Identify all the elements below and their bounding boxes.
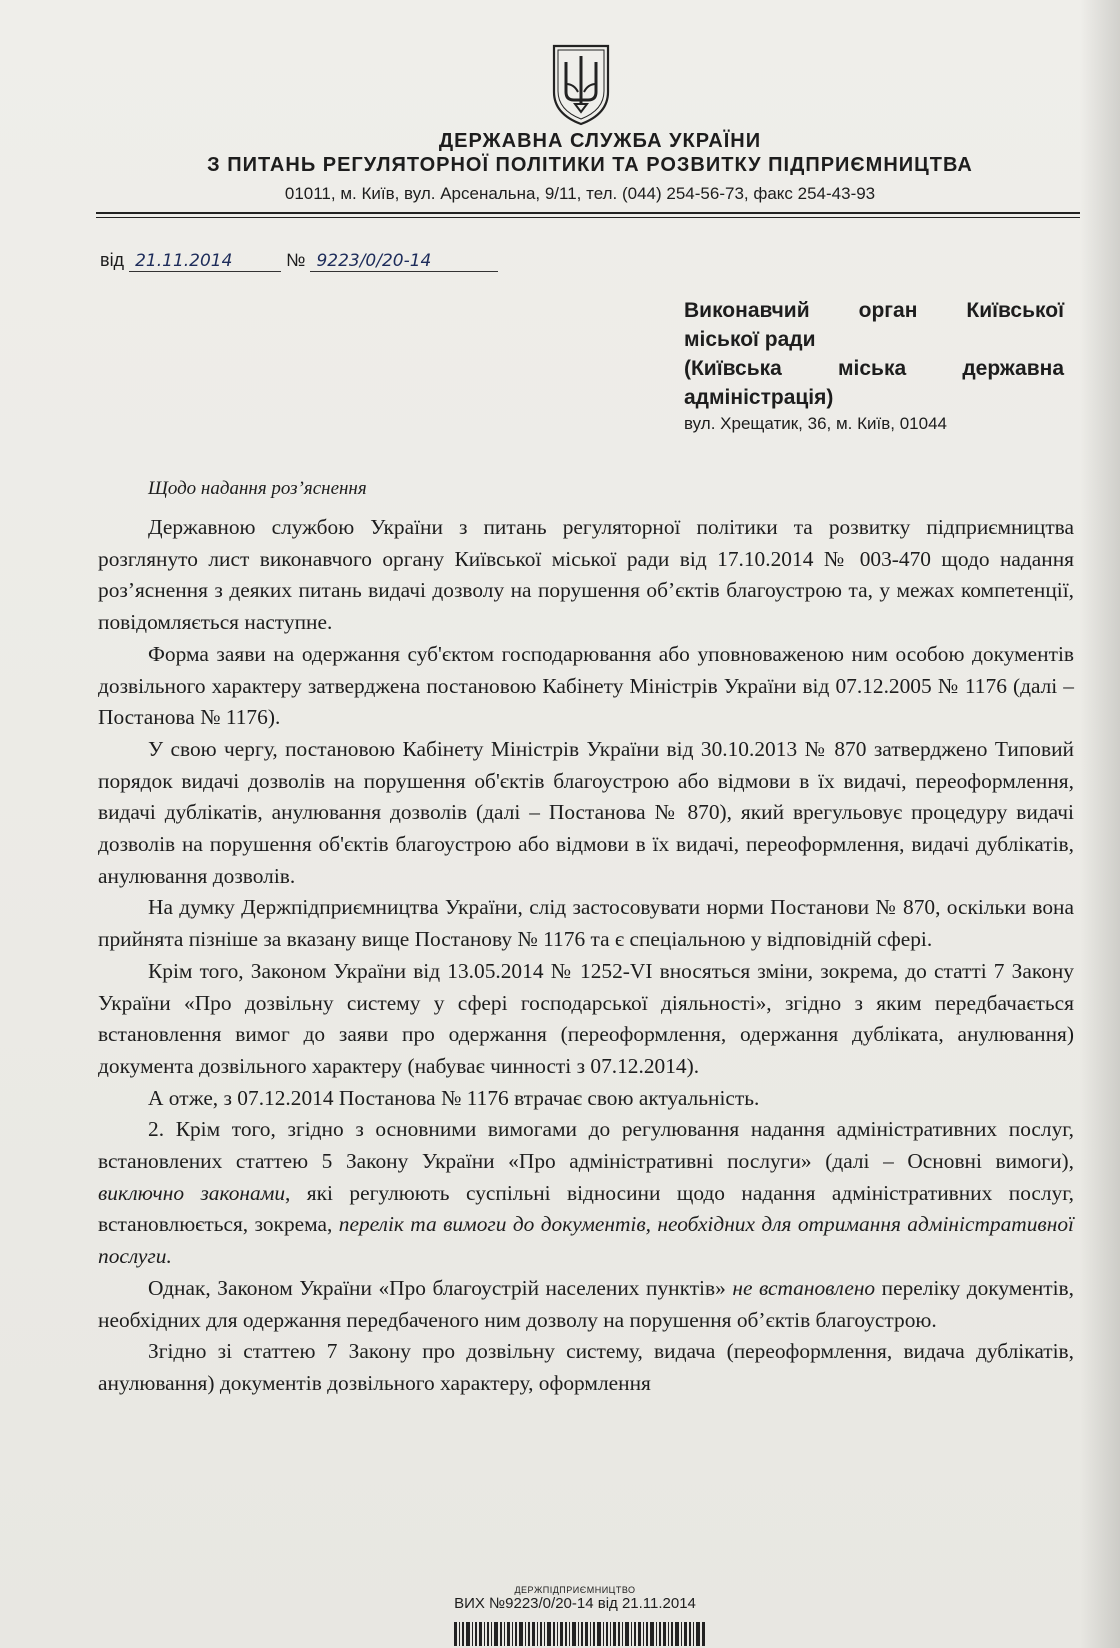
emphasis-text: виключно законами bbox=[98, 1180, 286, 1205]
letter-body bbox=[98, 512, 1074, 1400]
text-run: 2. Крім того, згідно з основними вимогами до регулювання надання адміністративних послуг, встановлених статтею 5 Закону України «Про адміністративні послуги» (далі – Основні вимоги), bbox=[98, 1117, 1074, 1174]
paragraph: А отже, з 07.12.2014 Постанова № 1176 втрачає свою актуальність. bbox=[148, 1085, 760, 1110]
header-rule-thick bbox=[96, 212, 1080, 214]
emphasis-text: перелік та вимоги до документів, необхідних для отримання адміністративної послуги. bbox=[98, 1212, 1074, 1269]
handwritten-date: 21.11.2014 bbox=[129, 251, 281, 272]
paragraph: Згідно зі статтею 7 Закону про дозвільну систему, видача (переоформлення, видача дублікатів, анулювання) документів дозвільного характеру, оформлення bbox=[98, 1339, 1074, 1395]
date-label: від bbox=[100, 250, 125, 270]
recipient-block bbox=[684, 296, 1064, 412]
paragraph bbox=[98, 1114, 1074, 1273]
trident-coat-of-arms-icon bbox=[548, 40, 614, 128]
registration-stamp bbox=[430, 1585, 720, 1613]
text-run: переліку документів, необхідних для одержання передбаченого ним дозволу на порушення об’єктів благоустрою. bbox=[98, 1275, 1075, 1332]
org-name-line1: ДЕРЖАВНА СЛУЖБА УКРАЇНИ bbox=[438, 130, 762, 152]
text-run: , які регулюють суспільні відносини щодо надання адміністративних послуг, встановлюється, зокрема, bbox=[98, 1180, 1074, 1237]
recipient-line: (Київська міська державна bbox=[684, 357, 1064, 380]
stamp-reg-number: ВИХ №9223/0/20-14 від 21.11.2014 bbox=[454, 1595, 696, 1612]
text-run: Однак, Законом України «Про благоустрій населених пунктів» bbox=[148, 1275, 726, 1300]
paragraph: У свою чергу, постановою Кабінету Міністрів України від 30.10.2013 № 870 затверджено Типовий порядок видачі дозволів на порушення об'єктів благоустрою або відмови в їх видачі, переоформлення, видачі дублікатів, анулювання дозволів (далі – Постанова № 870), який врегульовує процедуру видачі дозволів на порушення об'єктів благоустрою або відмови в їх видачі, переоформлення, видачі дублікатів, анулювання дозволів. bbox=[98, 736, 1074, 888]
org-name-line2: З ПИТАНЬ РЕГУЛЯТОРНОЇ ПОЛІТИКИ ТА РОЗВИТКУ ПІДПРИЄМНИЦТВА bbox=[207, 154, 973, 176]
org-address: 01011, м. Київ, вул. Арсенальна, 9/11, тел. (044) 254-56-73, факс 254-43-93 bbox=[284, 184, 876, 203]
letter-subject: Щодо надання роз’яснення bbox=[148, 478, 367, 499]
emphasis-text: не встановлено bbox=[732, 1275, 876, 1300]
paragraph bbox=[98, 1273, 1074, 1336]
handwritten-number: 9223/0/20-14 bbox=[310, 251, 498, 272]
stamp-org: ДЕРЖПІДПРИЄМНИЦТВО bbox=[514, 1585, 636, 1595]
barcode-icon bbox=[454, 1622, 706, 1646]
recipient-line: Виконавчий орган Київської bbox=[684, 299, 1064, 322]
paragraph: Державною службою України з питань регуляторної політики та розвитку підприємництва розглянуто лист виконавчого органу Київської міської ради від 17.10.2014 № 003-470 щодо надання роз’яснення з деяких питань видачі дозволу на порушення об’єктів благоустрою та, у межах компетенції, повідомляється наступне. bbox=[98, 515, 1074, 635]
recipient-line: адміністрація) bbox=[684, 386, 834, 409]
recipient-address: вул. Хрещатик, 36, м. Київ, 01044 bbox=[684, 414, 947, 433]
number-label: № bbox=[286, 250, 306, 270]
scan-edge-shadow bbox=[1080, 0, 1120, 1648]
outgoing-reference bbox=[100, 250, 498, 272]
recipient-line: міської ради bbox=[684, 328, 816, 351]
paragraph: На думку Держпідприємництва України, слід застосовувати норми Постанови № 870, оскільки вона прийнята пізніше за вказану вище Постанову № 1176 та є спеціальною у відповідній сфері. bbox=[98, 895, 1074, 952]
header-rule-thin bbox=[96, 217, 1080, 218]
paragraph: Крім того, Законом України від 13.05.2014 № 1252-VI вносяться зміни, зокрема, до статті 7 Закону України «Про дозвільну систему у сфері господарської діяльності», згідно з яким передбачається встановлення вимог до заяви про одержання (переоформлення, одержання дубліката, анулювання) документа дозвільного характеру (набуває чинності з 07.12.2014). bbox=[98, 958, 1074, 1078]
paragraph: Форма заяви на одержання суб'єктом господарювання або уповноваженою ним особою документів дозвільного характеру затверджена постановою Кабінету Міністрів України від 07.12.2005 № 1176 (далі – Постанова № 1176). bbox=[98, 641, 1074, 730]
